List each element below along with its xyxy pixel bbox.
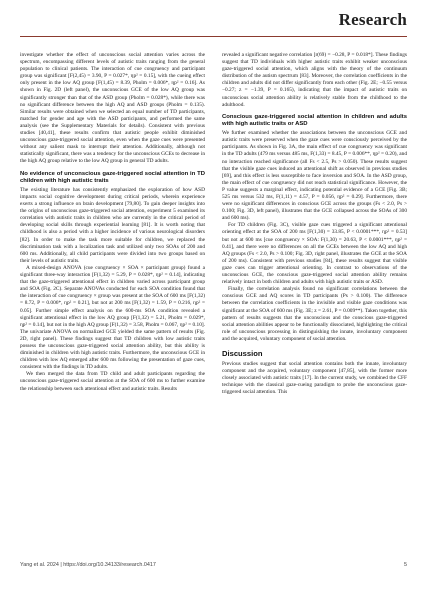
discussion-heading: Discussion: [222, 348, 263, 358]
paragraph: A mixed-design ANOVA (cue congruency × SOA × participant group) found a significant three-way interaction [F(1,32) = 5.29, P = 0.028*, ηp² = 0.14], indicating that the gaze-triggered attentional effect in children varied across participant group and SOA (Fig. 2C). Separate ANOVAs conducted for each SOA condition found that the interaction of cue congruency × group was present at the SOA of 600 ms [F(1,32) = 8.72, P = 0.006*, ηp² = 0.21], but not at 200 ms [F(1,32) = 1.59, P = 0.216, ηp² = 0.05]. Further simple effect analysis on the 600-ms SOA condition revealed a significant attentional effect in the low AQ group [F(1,32) = 5.21, Pholm = 0.029*, ηp² = 0.14], but not in the high AQ group [F(1,32) = 3.58, Pholm = 0.067, ηp² = 0.10]. The univariate ANOVA on normalized GCE yielded the same pattern of results (Fig. 2D, right panel). These findings suggest that TD children with low autistic traits possess the unconscious gaze-triggered social attention ability, but this ability is diminished in children with high autistic traits. Furthermore, the unconscious GCE in children with low AQ emerged after 600 ms following the presentation of gaze cues, consistent with the findings in TD adults.: [20, 264, 205, 371]
header-rule: [20, 36, 407, 37]
paragraph: investigate whether the effect of unconscious social attention varies across the spectrum, encompassing different levels of autistic traits ranging from the general population to clinical patients. The interaction of cue congruency and participant group was significant [F(2,45) = 3.90, P = 0.027*, ηp² = 0.15], with the cueing effect only present in the low AQ group [F(1,45) = 8.39, Pholm = 0.006*, ηp² = 0.16]. As shown in Fig. 2D (left panel), the unconscious GCE of the low AQ group was significantly stronger than that of the ASD group (Pholm = 0.028*), while there was no significant difference between the high AQ and ASD groups (Pholm = 0.135). Similar results were obtained when we selected an equal number of TD participants, matched for gender and age with the ASD participants, and performed the same analysis (see the Supplementary Materials for details). Consistent with previous studies [40,41], these results confirm that autistic people exhibit diminished unconscious gaze-triggered social attention, even when the gaze cues were presented without any salient mask to interrupt their attention. Additionally, although not statistically significant, there was a tendency for the unconscious GCEs to decrease in the high AQ group relative to the low AQ group in general TD adults.: [20, 52, 205, 165]
paragraph: Previous studies suggest that social attention contains both the innate, involuntary component and the acquired, voluntary component [47,85], with the former more closely associated with autistic traits [17]. In the current study, we combined the CFF technique with the classical gaze-cueing paradigm to probe the unconscious gaze-triggered social attention. This: [222, 360, 407, 396]
journal-brand: Research: [338, 10, 407, 29]
section-heading: No evidence of unconscious gaze-triggered social attention in TD children with high autistic traits: [20, 170, 205, 184]
citation-link[interactable]: Yang et al. 2024 | https://doi.org/10.34133/research.0417: [20, 562, 156, 568]
page-footer: [20, 562, 407, 572]
left-column: [20, 52, 205, 554]
page-number: 5: [404, 562, 407, 568]
paragraph: revealed a significant negative correlation [r(69) = −0.28, P = 0.018*]. These findings suggest that TD individuals with higher autistic traits exhibit weaker unconscious gaze-triggered social attention, which aligns with the theory of the continuum distribution of the autism spectrum [83]. Moreover, the correlation coefficients in the children and adults did not differ significantly from each other (Fig. 2E; −0.55 versus −0.27; z = −1.39, P = 0.165), indicating that the impact of autistic traits on unconscious social attention ability is relatively stable from the childhood to the adulthood.: [222, 52, 407, 108]
page-header: [0, 0, 427, 30]
paragraph: We further examined whether the associations between the unconscious GCE and autistic traits were preserved when the gaze cues were consciously perceived by the participants. As shown in Fig. 3A, the main effect of cue congruency was significant in the TD adults (479 ms versus 485 ms, F(1,33) = 8.45, P = 0.006**, ηp² = 0.20), and no interaction reached significance (all Fs < 2.5, Ps > 0.050). These results suggest that the visible gaze cues induced an attentional shift as observed in previous studies [69], and this effect is less susceptible to face inversion and SOA. In the ASD group, the main effect of cue congruency did not reach statistical significance. However, the P value suggests a marginal effect, indicating potential evidence of a GCE [Fig. 3B; 525 ms versus 532 ms, F(1,11) = 4.57, P = 0.056, ηp² = 0.29]. Furthermore, there were no significant differences in conscious GCE across the groups (Fs < 2.0, Ps > 0.100; Fig. 3D, left panel), illustrates that the GCE collapsed across the SOAs of 300 and 600 ms).: [222, 130, 407, 222]
paragraph: The existing literature has consistently emphasized the exploration of how ASD impacts social cognitive development during critical periods, wherein experience exerts a strong influence on brain development [79,80]. To gain deeper insights into the origins of unconscious gaze-triggered social attention, experiment 5 examined its correlation with autistic traits in children who are currently in the critical period of developing social skills through experiential learning [81]. It is worth noting that childhood is also a period with a higher incidence of various neurological disorders [82]. In order to make the task more suitable for children, we replaced the discrimination task with a localization task and utilized only two SOAs of 200 and 600 ms. Additionally, all child participants were divided into two groups based on their levels of autistic traits.: [20, 186, 205, 264]
section-heading: Conscious gaze-triggered social attention in children and adults with high autistic traits or ASD: [222, 113, 407, 127]
paragraph: For TD children (Fig. 3C), visible gaze cues triggered a significant attentional orienting effect at the SOA of 200 ms [F(1,30) = 33.85, P < 0.0001***, ηp² = 0.53] but not at 600 ms [cue congruency × SOA: F(1,30) = 20.63, P < 0.0001***, ηp² = 0.41], and there were no differences on all the GCEs between the low AQ and high AQ groups (Fs < 2.0, Ps > 0.100; Fig. 3D, right panel, illustrates the GCE at the SOA of 200 ms). Consistent with previous studies [84], these results suggest that visible gaze cues can trigger attentional orienting. In contrast to observations of the unconscious GCE, the conscious gaze-triggered social attention ability remains relatively intact in both children and adults with high autistic traits or ASD.: [222, 222, 407, 286]
right-column: [222, 52, 407, 554]
paragraph: Finally, the correlation analysis found no significant correlations between the conscious GCE and AQ scores in TD participants (Ps > 0.100). The difference between the correlation coefficients in the invisible and visible gaze conditions was significant at the SOA of 600 ms (Fig. 3E; z = 2.61, P = 0.009**). Taken together, this pattern of results suggests that the unconscious and the conscious gaze-triggered social attention abilities appear to be functionally dissociated, highlighting the critical role of unconscious processing in distinguishing the innate, involuntary component and the acquired, voluntary component of social attention.: [222, 286, 407, 342]
paragraph: We then merged the data from TD child and adult participants regarding the unconscious gaze-triggered social attention at the SOA of 600 ms to further examine the relationship between such attentional effect and autistic traits. Results: [20, 371, 205, 392]
